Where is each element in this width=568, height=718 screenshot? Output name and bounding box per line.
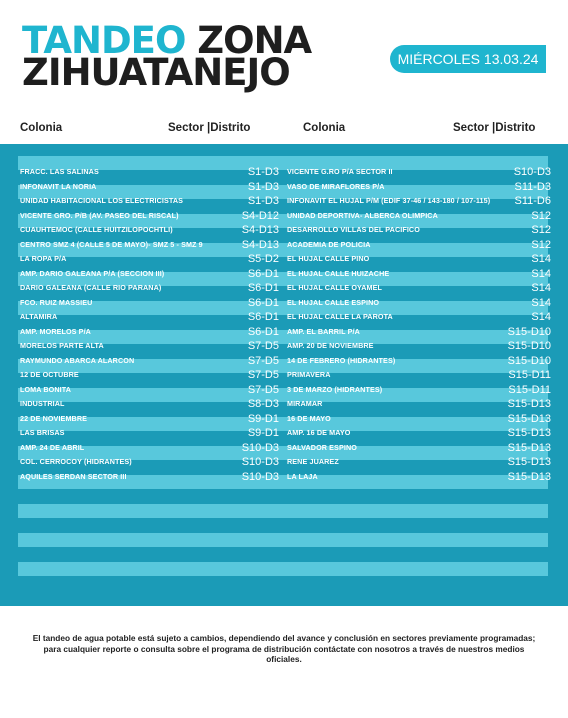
table-row-right	[287, 397, 551, 411]
sector-code: S15-D10	[507, 354, 551, 367]
header-sector-right: Sector |Distrito	[453, 122, 536, 134]
sector-code: S15-D13	[507, 398, 551, 410]
table-row-right	[287, 426, 551, 440]
colonia-name: EL HUJAL CALLE OYAMEL	[287, 283, 383, 292]
colonia-name: CENTRO SMZ 4 (CALLE 5 DE MAYO)- SMZ 5 - SMZ 9	[20, 239, 203, 249]
sector-code: S15-D13	[507, 441, 551, 454]
table-row-left	[20, 296, 279, 310]
table-row-right	[287, 165, 551, 179]
sector-code: S11-D3	[514, 180, 551, 193]
sector-code: S6-D1	[247, 296, 279, 309]
table-row-right	[287, 310, 551, 324]
colonia-name: INDUSTRIAL	[20, 399, 65, 408]
sector-code: S14	[531, 311, 551, 323]
title-zihuatanejo: ZIHUATANEJO	[22, 51, 290, 94]
table-row-left	[20, 238, 279, 252]
sector-code: S14	[531, 296, 551, 309]
sector-code: S15-D13	[507, 427, 551, 439]
table-row-right	[287, 354, 551, 368]
sector-code: S6-D1	[247, 267, 279, 280]
table-row-right	[287, 383, 551, 397]
colonia-name: AMP. 20 DE NOVIEMBRE	[287, 341, 374, 350]
colonia-name: ACADEMIA DE POLICIA	[287, 239, 371, 249]
table-row-left	[20, 383, 279, 397]
colonia-name: LOMA BONITA	[20, 384, 72, 394]
colonia-name: RAYMUNDO ABARCA ALARCON	[20, 355, 135, 365]
table-row-right	[287, 441, 551, 455]
sector-code: S12	[531, 238, 551, 251]
sector-code: S7-D5	[247, 354, 279, 367]
table-row-left	[20, 441, 279, 455]
table-row-right	[287, 296, 551, 310]
colonia-name: CUAUHTEMOC (CALLE HUITZILOPOCHTLI)	[20, 225, 173, 234]
colonia-name: 16 DE MAYO	[287, 413, 331, 423]
sector-code: S9-D1	[247, 412, 279, 425]
colonia-name: 3 DE MARZO (HIDRANTES)	[287, 384, 383, 394]
table-row-right	[287, 180, 551, 194]
table-row-left	[20, 325, 279, 339]
colonia-name: INFONAVIT EL HUJAL P/M (EDIF 37-46 / 143-180 / 107-115)	[287, 196, 491, 205]
colonia-name: MORELOS PARTE ALTA	[20, 341, 104, 350]
sector-code: S15-D11	[508, 383, 551, 396]
colonia-name: FCO. RUIZ MASSIEU	[20, 297, 93, 307]
table-row-left	[20, 310, 279, 324]
table-row-left	[20, 252, 279, 266]
table-row-left	[20, 180, 279, 194]
sector-code: S10-D3	[241, 470, 279, 483]
colonia-name: DESARROLLO VILLAS DEL PACIFICO	[287, 225, 420, 234]
colonia-name: INFONAVIT LA NORIA	[20, 181, 97, 191]
table-row-left	[20, 470, 279, 484]
sector-code: S15-D11	[508, 369, 551, 381]
sector-code: S12	[531, 209, 551, 222]
sector-code: S6-D1	[247, 311, 279, 323]
table-row-right	[287, 455, 551, 469]
sector-code: S7-D5	[247, 383, 279, 396]
colonia-name: AMP. EL BARRIL P/A	[287, 326, 360, 336]
colonia-name: AMP. MORELOS P/A	[20, 326, 91, 336]
colonia-name: EL HUJAL CALLE PINO	[287, 254, 370, 263]
table-row-right	[287, 194, 551, 208]
colonia-name: 12 DE OCTUBRE	[20, 370, 79, 379]
table-row-left	[20, 209, 279, 223]
sector-code: S10-D3	[513, 166, 551, 178]
table-row-right	[287, 267, 551, 281]
footer-note: El tandeo de agua potable está sujeto a cambios, dependiendo del avance y conclusión en sectores previamente programadas; para cualquier reporte o consulta sobre el programa de distribución contáctate con nosotros a través de nuestros medios oficiales.	[32, 633, 536, 664]
table-row-left	[20, 354, 279, 368]
table-row-left	[20, 397, 279, 411]
sector-code: S1-D3	[247, 166, 279, 178]
sector-code: S15-D10	[507, 340, 551, 352]
colonia-name: MIRAMAR	[287, 399, 323, 408]
colonia-name: VASO DE MIRAFLORES P/A	[287, 181, 385, 191]
table-row-right	[287, 238, 551, 252]
sector-code: S14	[531, 253, 551, 265]
colonia-name: LA LAJA	[287, 471, 318, 481]
table-row-left	[20, 165, 279, 179]
sector-code: S1-D3	[247, 195, 279, 207]
page-title	[22, 19, 312, 94]
table-row-right	[287, 412, 551, 426]
sector-code: S7-D5	[247, 340, 279, 352]
colonia-name: EL HUJAL CALLE HUIZACHE	[287, 268, 390, 278]
colonia-name: 14 DE FEBRERO (HIDRANTES)	[287, 355, 396, 365]
sector-code: S14	[531, 267, 551, 280]
colonia-name: EL HUJAL CALLE ESPINO	[287, 297, 380, 307]
table-row-right	[287, 281, 551, 295]
colonia-name: UNIDAD HABITACIONAL LOS ELECTRICISTAS	[20, 196, 184, 205]
colonia-name: RENE JUAREZ	[287, 457, 339, 466]
table-strip	[18, 533, 548, 547]
colonia-name: COL. CERROCOY (HIDRANTES)	[20, 457, 132, 466]
table-row-left	[20, 412, 279, 426]
table-row-right	[287, 325, 551, 339]
table-row-left	[20, 339, 279, 353]
table-row-right	[287, 339, 551, 353]
colonia-name: AMP. DARIO GALEANA P/A (SECCION III)	[20, 268, 165, 278]
sector-code: S5-D2	[247, 253, 279, 265]
table-row-right	[287, 368, 551, 382]
sector-code: S6-D1	[247, 325, 279, 338]
table-row-left	[20, 455, 279, 469]
sector-code: S15-D13	[507, 456, 551, 468]
sector-code: S10-D3	[241, 456, 279, 468]
sector-code: S1-D3	[247, 180, 279, 193]
title-tandeo: TANDEO	[22, 19, 186, 62]
colonia-name: UNIDAD DEPORTIVA- ALBERCA OLIMPICA	[287, 210, 438, 220]
sector-code: S4-D13	[241, 238, 279, 251]
colonia-name: AMP. 24 DE ABRIL	[20, 442, 85, 452]
sector-code: S11-D6	[514, 195, 551, 207]
table-row-left	[20, 267, 279, 281]
table-row-left	[20, 426, 279, 440]
header-sector-left: Sector |Distrito	[168, 122, 251, 134]
colonia-name: AQUILES SERDAN SECTOR III	[20, 471, 127, 481]
sector-code: S10-D3	[241, 441, 279, 454]
colonia-name: PRIMAVERA	[287, 370, 331, 379]
sector-code: S12	[531, 224, 551, 236]
table-row-right	[287, 209, 551, 223]
table-row-left	[20, 368, 279, 382]
sector-code: S7-D5	[247, 369, 279, 381]
table-row-left	[20, 281, 279, 295]
colonia-name: FRACC. LAS SALINAS	[20, 167, 99, 176]
colonia-name: VICENTE GRO. P/B (AV. PASEO DEL RISCAL)	[20, 210, 179, 220]
date-badge: MIÉRCOLES 13.03.24	[390, 45, 546, 73]
colonia-name: LAS BRISAS	[20, 428, 65, 437]
table-strip	[18, 504, 548, 518]
colonia-name: VICENTE G.RO P/A SECTOR II	[287, 167, 393, 176]
colonia-name: EL HUJAL CALLE LA PAROTA	[287, 312, 393, 321]
table-row-right	[287, 470, 551, 484]
header-colonia-right: Colonia	[303, 122, 346, 134]
table-row-right	[287, 252, 551, 266]
colonia-name: DARIO GALEANA (CALLE RIO PARANA)	[20, 283, 162, 292]
colonia-name: ALTAMIRA	[20, 312, 58, 321]
colonia-name: AMP. 16 DE MAYO	[287, 428, 351, 437]
table-row-left	[20, 223, 279, 237]
table-row-right	[287, 223, 551, 237]
sector-code: S4-D12	[241, 209, 279, 222]
sector-code: S8-D3	[247, 398, 279, 410]
sector-code: S4-D13	[241, 224, 279, 236]
sector-code: S15-D13	[507, 470, 551, 483]
table-row-left	[20, 194, 279, 208]
header-colonia-left: Colonia	[20, 122, 63, 134]
table-strip	[18, 562, 548, 576]
colonia-name: LA ROPA P/A	[20, 254, 67, 263]
sector-code: S15-D10	[507, 325, 551, 338]
sector-code: S15-D13	[507, 412, 551, 425]
colonia-name: SALVADOR ESPINO	[287, 442, 357, 452]
colonia-name: 22 DE NOVIEMBRE	[20, 413, 88, 423]
sector-code: S9-D1	[247, 427, 279, 439]
sector-code: S14	[531, 282, 551, 294]
sector-code: S6-D1	[247, 282, 279, 294]
title-zona: ZONA	[185, 19, 312, 62]
